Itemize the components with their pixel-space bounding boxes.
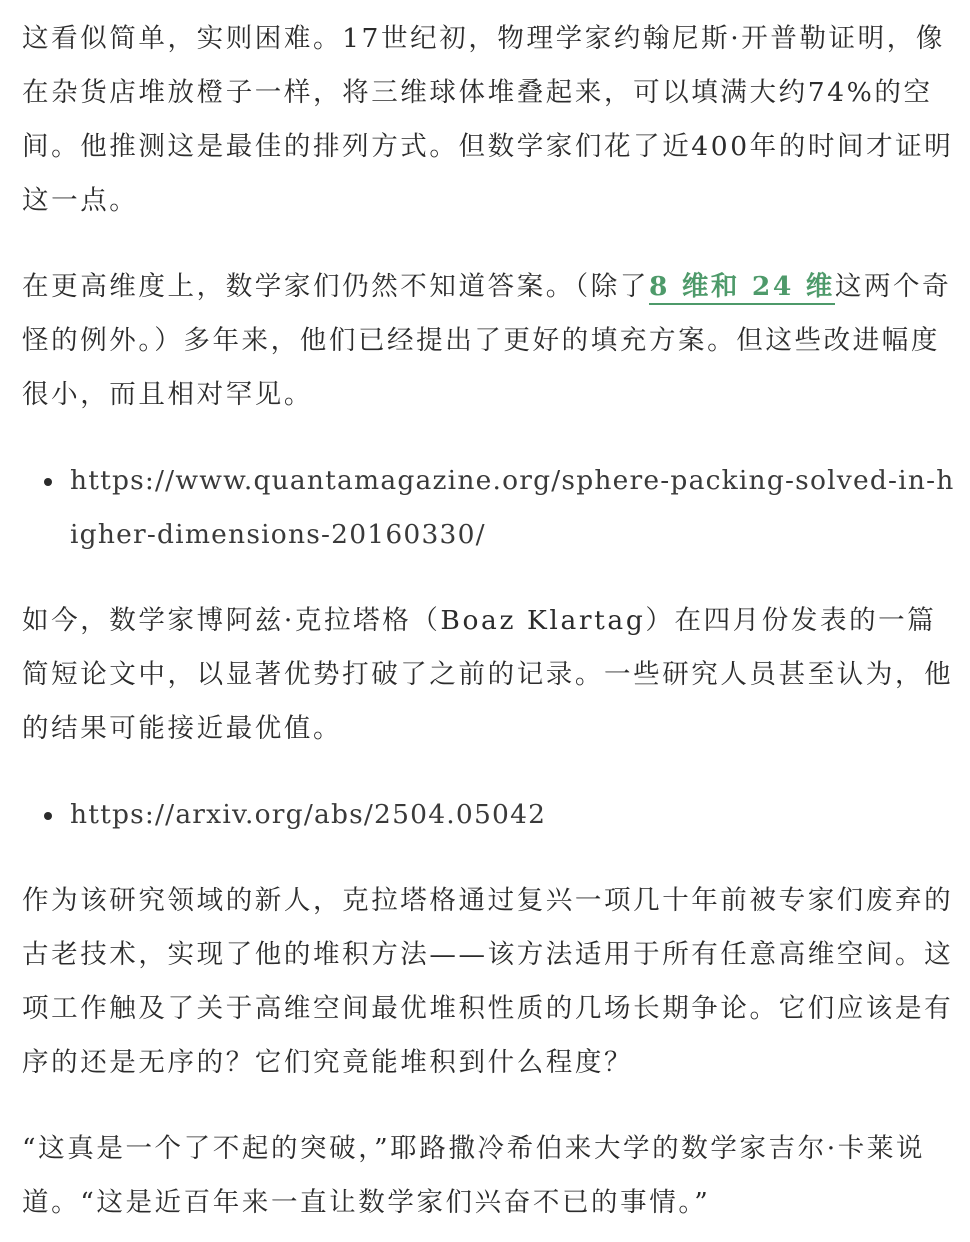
paragraph-text-after-link: 这两个奇怪的例外。）多年来，他们已经提出了更好的填充方案。但这些改进幅度很小，而且相对罕见。 bbox=[22, 271, 952, 410]
list-item bbox=[70, 454, 958, 562]
list-item bbox=[70, 788, 958, 842]
dimensions-8-24-link[interactable]: 8 维和 24 维 bbox=[649, 271, 835, 305]
paragraph-method: 作为该研究领域的新人，克拉塔格通过复兴一项几十年前被专家们废弃的古老技术，实现了他的堆积方法——该方法适用于所有任意高维空间。这项工作触及了关于高维空间最优堆积性质的几场长期争论。它们应该是有序的还是无序的？它们究竟能堆积到什么程度？ bbox=[22, 885, 954, 1078]
bullet-icon bbox=[44, 812, 52, 820]
bullet-icon bbox=[44, 478, 52, 486]
quanta-reference-link[interactable]: https://www.quantamagazine.org/sphere-packing-solved-in-higher-dimensions-20160330/ bbox=[70, 465, 955, 550]
paragraph-text-before-link: 在更高维度上，数学家们仍然不知道答案。（除了 bbox=[22, 271, 649, 302]
paragraph-kepler: 这看似简单，实则困难。17世纪初，物理学家约翰尼斯·开普勒证明，像在杂货店堆放橙子一样，将三维球体堆叠起来，可以填满大约74%的空间。他推测这是最佳的排列方式。但数学家们花了近400年的时间才证明这一点。 bbox=[22, 23, 954, 216]
reference-list-1 bbox=[22, 454, 958, 562]
paragraph-higher-dimensions bbox=[22, 260, 958, 422]
paragraph-quote: “这真是一个了不起的突破，”耶路撒冷希伯来大学的数学家吉尔·卡莱说道。“这是近百年来一直让数学家们兴奋不已的事情。” bbox=[22, 1133, 926, 1218]
arxiv-reference-link[interactable]: https://arxiv.org/abs/2504.05042 bbox=[70, 799, 547, 830]
paragraph-klartag: 如今，数学家博阿兹·克拉塔格（Boaz Klartag）在四月份发表的一篇简短论文中，以显著优势打破了之前的记录。一些研究人员甚至认为，他的结果可能接近最优值。 bbox=[22, 605, 954, 744]
reference-list-2 bbox=[22, 788, 958, 842]
